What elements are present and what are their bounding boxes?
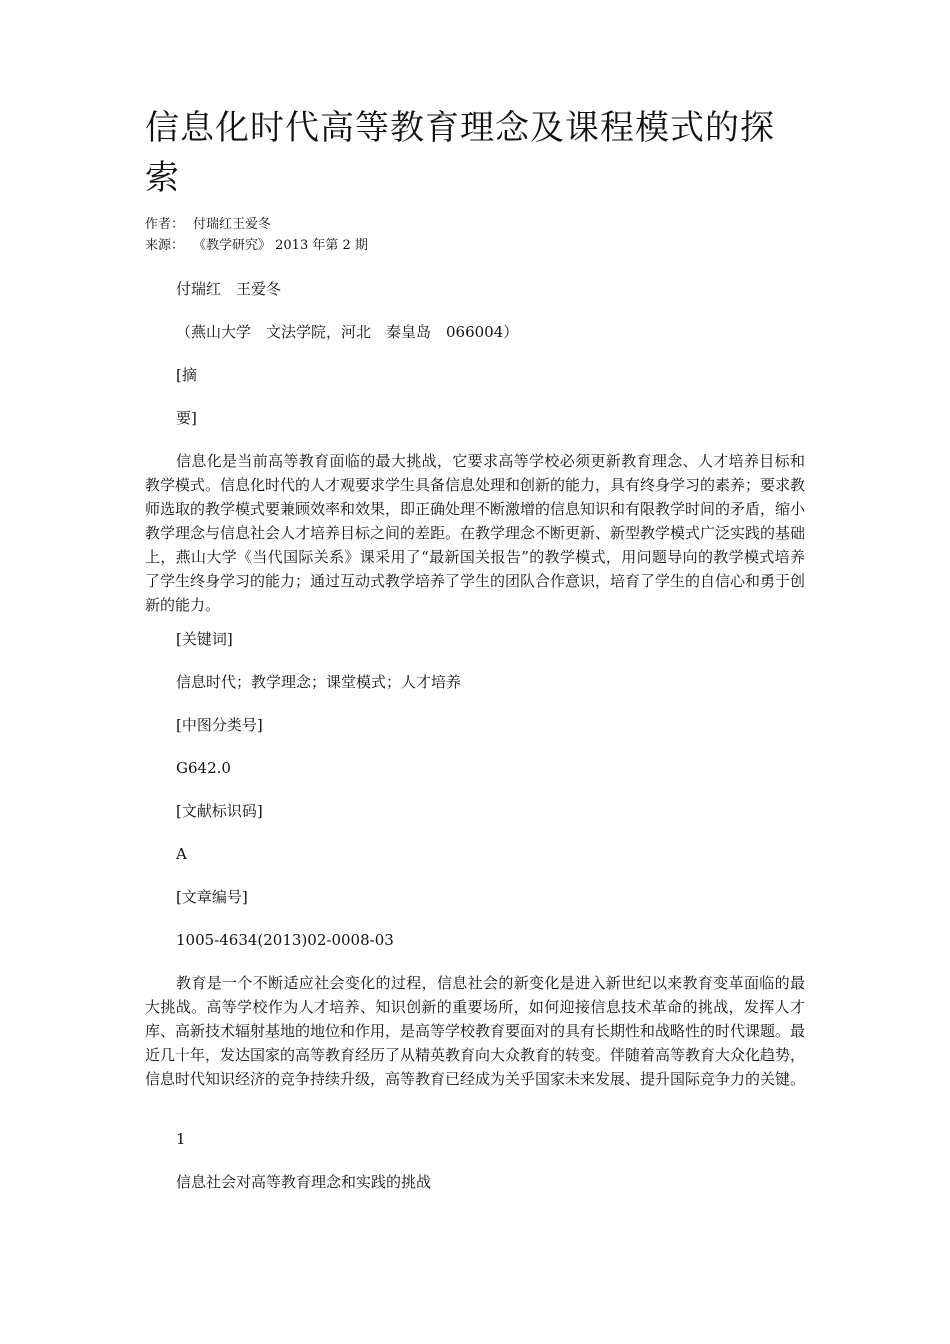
article-no-value: 1005-4634(2013)02-0008-03: [176, 931, 394, 949]
article-no-label: [文章编号]: [176, 888, 248, 906]
clc-value: G642.0: [176, 759, 231, 777]
source-value: 《教学研究》 2013 年第 2 期: [193, 238, 368, 253]
authors-line: 付瑞红 王爱冬: [176, 280, 282, 298]
section-number: 1: [176, 1130, 186, 1148]
section-title: 信息社会对高等教育理念和实践的挑战: [176, 1173, 432, 1191]
abstract-text: 信息化是当前高等教育面临的最大挑战，它要求高等学校必须更新教育理念、人才培养目标和教学模式。信息化时代的人才观要求学生具备信息处理和创新的能力，具有终身学习的素养；要求教师选取的教学模式要兼顾效率和效果，即正确处理不断激增的信息知识和有限教学时间的矛盾，缩小教学理念与信息社会人才培养目标之间的差距。在教学理念不断更新、新型教学模式广泛实践的基础上，燕山大学《当代国际关系》课采用了“最新国关报告”的教学模式，用问题导向的教学模式培养了学生终身学习的能力；通过互动式教学培养了学生的团队合作意识，培育了学生的自信心和勇于创新的能力。: [145, 452, 806, 614]
author-label: 作者：: [145, 217, 185, 232]
source-label: 来源：: [145, 238, 185, 253]
author-meta: [145, 216, 271, 234]
source-meta: [145, 237, 368, 255]
document-title: 信息化时代高等教育理念及课程模式的探索: [145, 108, 775, 198]
keywords-label: [关键词]: [176, 630, 233, 648]
body-paragraph: 教育是一个不断适应社会变化的过程，信息社会的新变化是进入新世纪以来教育变革面临的最大挑战。高等学校作为人才培养、知识创新的重要场所，如何迎接信息技术革命的挑战，发挥人才库、高新技术辐射基地的地位和作用，是高等学校教育要面对的具有长期性和战略性的时代课题。最近几十年，发达国家的高等教育经历了从精英教育向大众教育的转变。伴随着高等教育大众化趋势，信息时代知识经济的竞争持续升级，高等教育已经成为关乎国家未来发展、提升国际竞争力的关键。: [145, 974, 806, 1088]
author-value: 付瑞红王爱冬: [193, 217, 272, 232]
doc-code-value: A: [176, 845, 187, 863]
clc-label: [中图分类号]: [176, 716, 263, 734]
keywords: 信息时代；教学理念；课堂模式；人才培养: [176, 673, 462, 691]
abstract-label-end: 要]: [176, 409, 197, 427]
affiliation: （燕山大学 文法学院，河北 秦皇岛 066004）: [176, 323, 519, 341]
doc-code-label: [文献标识码]: [176, 802, 263, 820]
abstract-label-start: [摘: [176, 366, 197, 384]
